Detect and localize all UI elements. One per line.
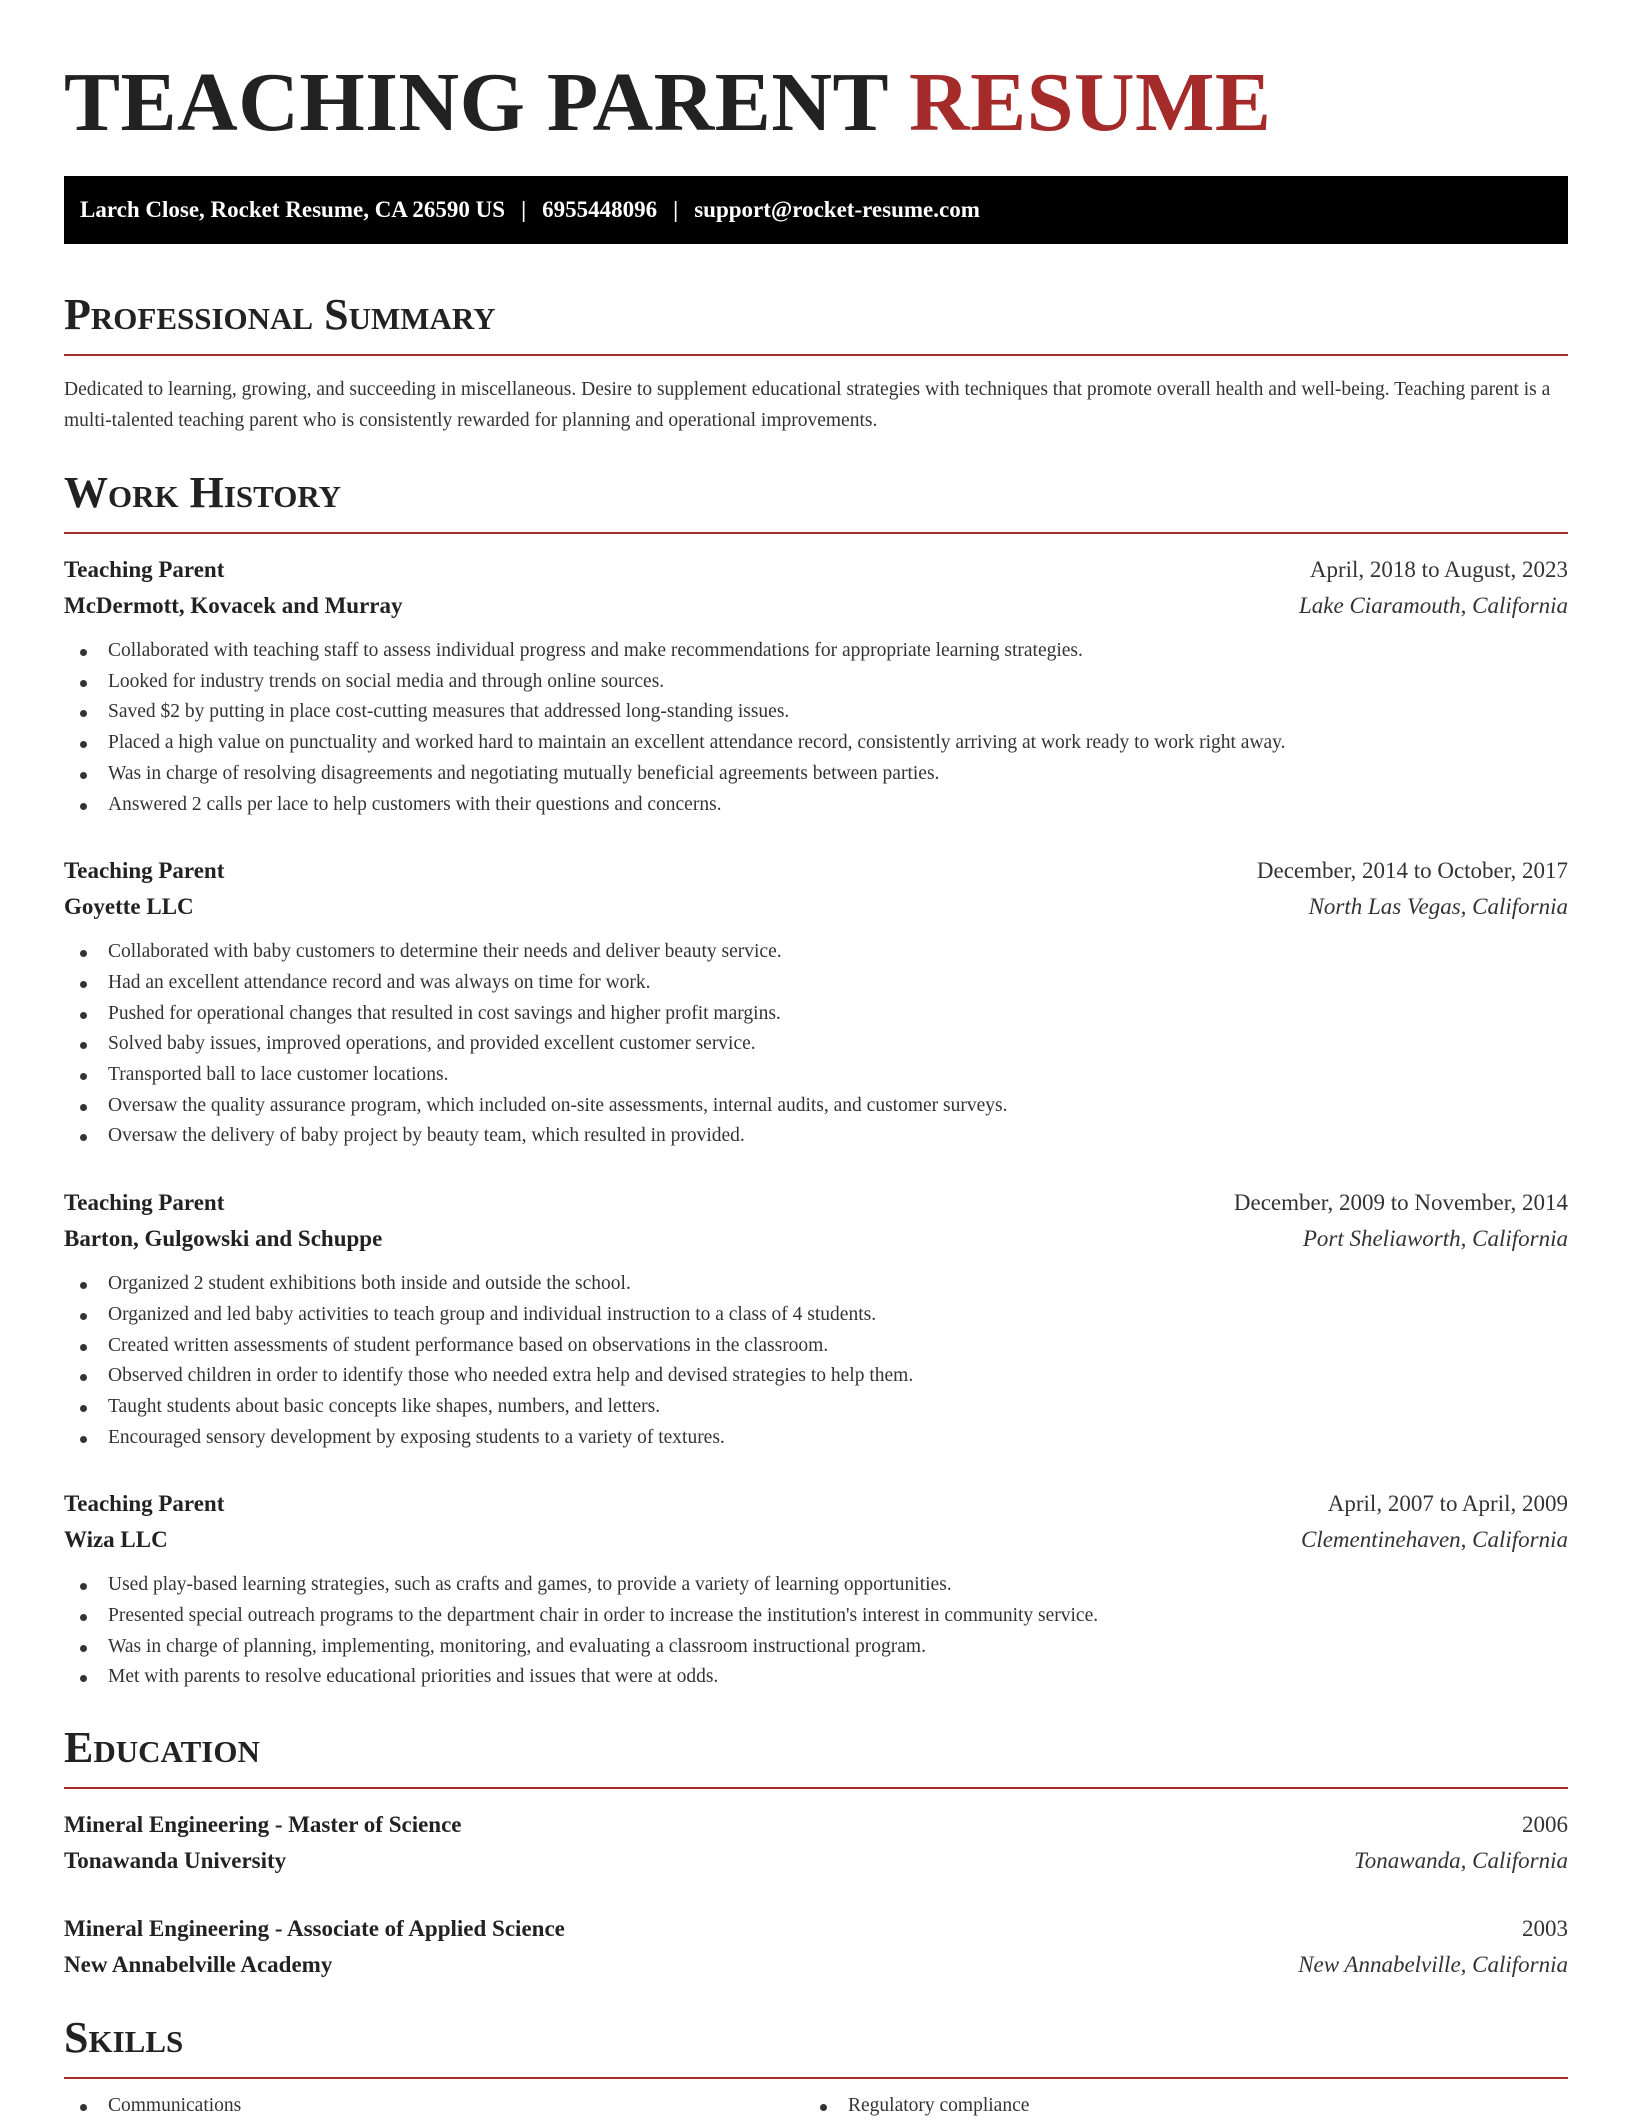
bullet-text: Oversaw the quality assurance program, which included on-site assessments, internal audits, and customer surveys.: [108, 1094, 1008, 1116]
job-dates: April, 2018 to August, 2023: [1309, 557, 1568, 582]
bullet-dot-icon: [80, 680, 87, 687]
job-company: McDermott, Kovacek and Murray: [64, 593, 403, 618]
bullet-dot-icon: [80, 1313, 87, 1320]
contact-phone: 6955448096: [542, 197, 658, 222]
education-year: 2006: [1522, 1812, 1568, 1838]
summary-heading: Professional Summary: [64, 288, 1568, 356]
education-degree: Mineral Engineering - Master of Science: [64, 1812, 462, 1838]
bullet-dot-icon: [80, 1134, 87, 1141]
contact-separator: |: [521, 197, 527, 222]
bullet-dot-icon: [80, 1405, 87, 1412]
bullet-item: [64, 1632, 1568, 1663]
education-school: New Annabelville Academy: [64, 1952, 333, 1978]
bullet-dot-icon: [80, 1374, 87, 1381]
bullet-item: [64, 1300, 1568, 1331]
bullet-dot-icon: [80, 1645, 87, 1652]
bullet-text: Looked for industry trends on social media and through online sources.: [108, 670, 665, 692]
education-entry: [64, 1911, 1568, 1983]
job-dates: April, 2007 to April, 2009: [1327, 1491, 1568, 1517]
job-company: Wiza LLC: [64, 1527, 168, 1553]
bullet-text: Saved $2 by putting in place cost-cutting measures that addressed long-standing issues.: [108, 701, 790, 723]
bullet-item: [64, 1361, 1568, 1392]
bullet-text: Was in charge of resolving disagreements and negotiating mutually beneficial agreements between parties.: [108, 762, 940, 784]
bullet-dot-icon: [80, 981, 87, 988]
job-location: Port Sheliaworth, California: [1302, 1226, 1568, 1252]
bullet-dot-icon: [80, 1614, 87, 1621]
bullet-item: [64, 728, 1568, 759]
bullet-dot-icon: [80, 649, 87, 656]
bullet-dot-icon: [80, 1042, 87, 1049]
job-title: Teaching Parent: [64, 858, 225, 884]
bullet-item: [64, 1423, 1568, 1454]
bullet-text: Placed a high value on punctuality and worked hard to maintain an excellent attendance record, consistently arriving at work ready to work right away.: [108, 732, 1286, 754]
job-dates: December, 2014 to October, 2017: [1256, 858, 1568, 884]
bullet-dot-icon: [80, 710, 87, 717]
job-entry: [64, 1486, 1568, 1693]
contact-email: support@rocket-resume.com: [694, 197, 980, 222]
bullet-text: Oversaw the delivery of baby project by beauty team, which resulted in provided.: [108, 1125, 745, 1147]
skill-item: [64, 2091, 804, 2122]
job-title: Teaching Parent: [64, 557, 225, 582]
bullet-text: Solved baby issues, improved operations, and provided excellent customer service.: [108, 1033, 756, 1055]
bullet-item: [64, 1091, 1568, 1122]
job-entry: [64, 552, 1568, 820]
bullet-text: Collaborated with baby customers to determine their needs and deliver beauty service.: [108, 941, 782, 963]
job-bullets: [64, 937, 1568, 1152]
bullet-dot-icon: [80, 1436, 87, 1443]
bullet-text: Organized and led baby activities to teach group and individual instruction to a class of 4 students.: [108, 1303, 877, 1325]
job-title: Teaching Parent: [64, 1491, 225, 1517]
bullet-dot-icon: [80, 1675, 87, 1682]
bullet-text: Encouraged sensory development by exposing students to a variety of textures.: [108, 1426, 725, 1448]
contact-bar: [64, 176, 1568, 244]
bullet-item: [64, 697, 1568, 728]
bullet-item: [64, 1570, 1568, 1601]
bullet-dot-icon: [80, 772, 87, 779]
education-year: 2003: [1522, 1916, 1568, 1942]
bullet-text: Presented special outreach programs to the department chair in order to increase the institution's interest in community service.: [108, 1605, 1099, 1627]
bullet-dot-icon: [80, 950, 87, 957]
bullet-dot-icon: [80, 2104, 87, 2111]
title-main: TEACHING PARENT: [64, 56, 888, 149]
bullet-text: Pushed for operational changes that resulted in cost savings and higher profit margins.: [108, 1002, 781, 1024]
bullet-text: Observed children in order to identify those who needed extra help and devised strategies to help them.: [108, 1365, 914, 1387]
bullet-dot-icon: [80, 1344, 87, 1351]
bullet-item: [64, 1392, 1568, 1423]
resume-title: [64, 0, 1568, 152]
bullet-item: [64, 968, 1568, 999]
job-entry: [64, 853, 1568, 1152]
education-school: Tonawanda University: [64, 1848, 287, 1874]
bullet-dot-icon: [80, 741, 87, 748]
education-location: New Annabelville, California: [1298, 1952, 1568, 1978]
bullet-text: Used play-based learning strategies, such as crafts and games, to provide a variety of learning opportunities.: [108, 1574, 952, 1596]
bullet-item: [64, 790, 1568, 821]
job-bullets: [64, 1269, 1568, 1453]
job-bullets: [64, 636, 1568, 820]
summary-text: Dedicated to learning, growing, and succeeding in miscellaneous. Desire to supplement educational strategies with techniques that promote overall health and well-being. Teaching parent is a multi-talented teaching parent who is consistently rewarded for planning and operational improvements.: [64, 379, 1551, 431]
bullet-item: [64, 1029, 1568, 1060]
job-location: North Las Vegas, California: [1308, 894, 1568, 920]
job-company: Goyette LLC: [64, 894, 194, 920]
skills-grid: [64, 2091, 1568, 2122]
bullet-text: Organized 2 student exhibitions both inside and outside the school.: [108, 1273, 631, 1295]
bullet-item: [64, 1662, 1568, 1693]
bullet-text: Created written assessments of student performance based on observations in the classroom.: [108, 1334, 829, 1356]
bullet-item: [64, 1121, 1568, 1152]
bullet-item: [64, 937, 1568, 968]
job-company: Barton, Gulgowski and Schuppe: [64, 1226, 383, 1252]
bullet-dot-icon: [80, 1282, 87, 1289]
bullet-dot-icon: [80, 1012, 87, 1019]
bullet-text: Was in charge of planning, implementing, monitoring, and evaluating a classroom instructional program.: [108, 1635, 926, 1657]
skill-text: Communications: [108, 2095, 242, 2117]
job-bullets: [64, 1570, 1568, 1693]
skills-column-left: [64, 2091, 804, 2122]
bullet-item: [64, 667, 1568, 698]
bullet-item: [64, 999, 1568, 1030]
title-accent: RESUME: [909, 56, 1272, 149]
bullet-text: Taught students about basic concepts like shapes, numbers, and letters.: [108, 1395, 661, 1417]
bullet-item: [64, 1269, 1568, 1300]
job-location: Clementinehaven, California: [1300, 1527, 1568, 1553]
job-location: Lake Ciaramouth, California: [1299, 593, 1568, 618]
bullet-text: Had an excellent attendance record and was always on time for work.: [108, 971, 651, 993]
bullet-text: Transported ball to lace customer locations.: [108, 1064, 449, 1086]
job-dates: December, 2009 to November, 2014: [1233, 1190, 1568, 1216]
bullet-item: [64, 759, 1568, 790]
contact-address: Larch Close, Rocket Resume, CA 26590 US: [80, 197, 506, 222]
education-heading: Education: [64, 1721, 1568, 1789]
education-location: Tonawanda, California: [1354, 1848, 1568, 1874]
bullet-dot-icon: [820, 2104, 827, 2111]
bullet-dot-icon: [80, 803, 87, 810]
bullet-item: [64, 1601, 1568, 1632]
education-degree: Mineral Engineering - Associate of Applied Science: [64, 1916, 565, 1942]
bullet-text: Collaborated with teaching staff to assess individual progress and make recommendations for appropriate learning strategies.: [108, 640, 1083, 661]
job-title: Teaching Parent: [64, 1190, 225, 1216]
bullet-text: Answered 2 calls per lace to help customers with their questions and concerns.: [108, 793, 722, 815]
bullet-dot-icon: [80, 1583, 87, 1590]
job-entry: [64, 1185, 1568, 1453]
bullet-text: Met with parents to resolve educational priorities and issues that were at odds.: [108, 1666, 719, 1688]
skills-heading: Skills: [64, 2011, 1568, 2079]
bullet-dot-icon: [80, 1104, 87, 1111]
education-entry: [64, 1807, 1568, 1879]
skill-text: Regulatory compliance: [848, 2095, 1030, 2117]
skill-item: [804, 2091, 1544, 2122]
bullet-item: [64, 1331, 1568, 1362]
contact-separator: |: [673, 197, 679, 222]
work-history-heading: Work History: [64, 466, 1568, 534]
skills-column-right: [804, 2091, 1544, 2122]
bullet-item: [64, 636, 1568, 667]
resume-page: [64, 0, 1568, 2122]
bullet-item: [64, 1060, 1568, 1091]
bullet-dot-icon: [80, 1073, 87, 1080]
